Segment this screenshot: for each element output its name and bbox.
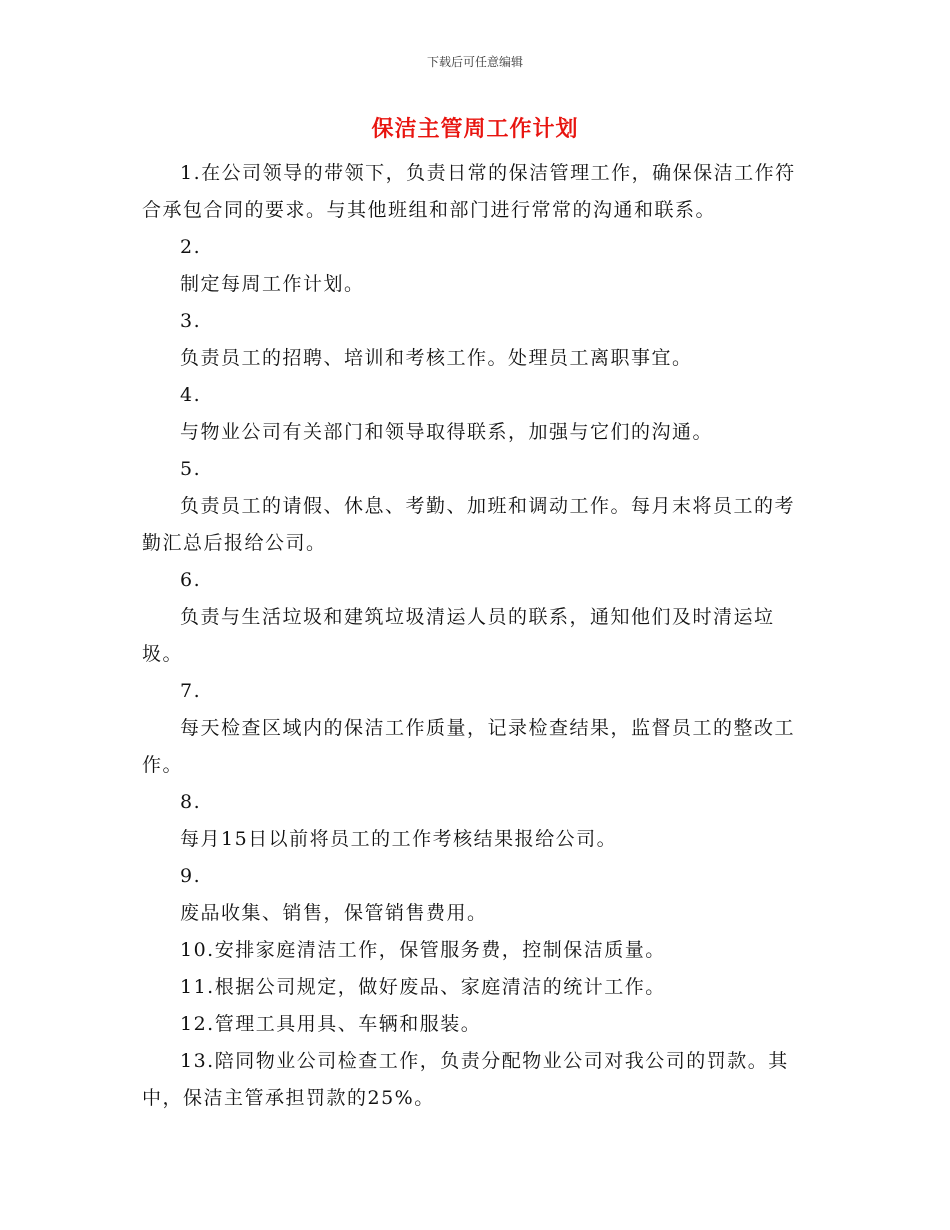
document-title: 保洁主管周工作计划 [371,116,579,142]
paragraph-6-number: 6. [180,569,202,591]
paragraph-1: 1.在公司领导的带领下，负责日常的保洁管理工作，确保保洁工作符合承包合同的要求。与其他班组和部门进行常常的沟通和联系。 [142,162,796,221]
paragraph-7-number: 7. [180,680,202,702]
paragraph-8-number: 8. [180,791,202,813]
header-note: 下载后可任意编辑 [426,55,523,69]
paragraph-11: 11.根据公司规定，做好废品、家庭清洁的统计工作。 [180,976,666,998]
paragraph-8-text: 每月15日以前将员工的工作考核结果报给公司。 [180,828,618,850]
paragraph-7-text: 每天检查区域内的保洁工作质量，记录检查结果，监督员工的整改工作。 [142,717,796,776]
paragraph-5-number: 5. [180,458,202,480]
paragraph-3-number: 3. [180,310,202,332]
paragraph-4-number: 4. [180,384,202,406]
paragraph-9-number: 9. [180,865,202,887]
paragraph-3-text: 负责员工的招聘、培训和考核工作。处理员工离职事宜。 [180,347,693,369]
paragraph-2-text: 制定每周工作计划。 [180,273,365,295]
paragraph-12: 12.管理工具用具、车辆和服装。 [180,1013,482,1035]
paragraph-5-text: 负责员工的请假、休息、考勤、加班和调动工作。每月末将员工的考勤汇总后报给公司。 [142,495,796,554]
paragraph-13: 13.陪同物业公司检查工作，负责分配物业公司对我公司的罚款。其中，保洁主管承担罚款的25%。 [142,1050,789,1109]
paragraph-10: 10.安排家庭清洁工作，保管服务费，控制保洁质量。 [180,939,666,961]
paragraph-9-text: 废品收集、销售，保管销售费用。 [180,902,488,924]
paragraph-6-text: 负责与生活垃圾和建筑垃圾清运人员的联系，通知他们及时清运垃圾。 [142,606,775,665]
paragraph-4-text: 与物业公司有关部门和领导取得联系，加强与它们的沟通。 [180,421,714,443]
document-body [142,155,810,1117]
paragraph-2-number: 2. [180,236,202,258]
